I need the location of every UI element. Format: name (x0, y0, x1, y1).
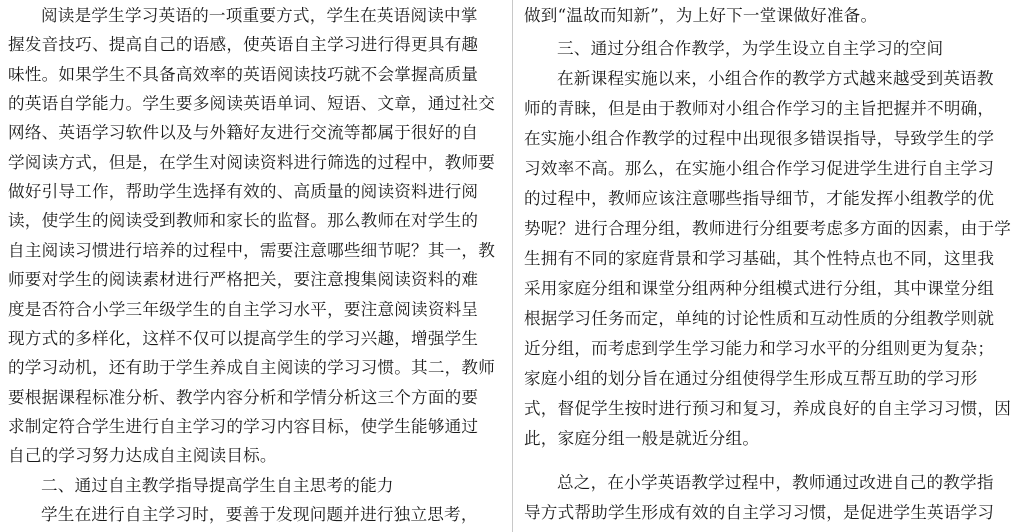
paragraph-line: 此，家庭分组一般是就近分组。 (524, 429, 760, 448)
paragraph-line: 势呢？进行合理分组，教师进行分组要考虑多方面的因素，由于学 (524, 219, 1012, 238)
paragraph-line: 学阅读方式，但是，在学生对阅读资料进行筛选的过程中，教师要 (8, 153, 496, 172)
paragraph-line: 要根据课程标准分析、教学内容分析和学情分析这三个方面的要 (8, 388, 479, 407)
paragraph-line: 式，督促学生按时进行预习和复习，养成良好的自主学习习惯，因 (524, 399, 1012, 418)
paragraph-line: 阅读是学生学习英语的一项重要方式，学生在英语阅读中掌 (41, 6, 478, 25)
paragraph-line: 学生在进行自主学习时，要善于发现问题并进行独立思考， (41, 505, 478, 524)
paragraph-line: 做到“温故而知新”，为上好下一堂课做好准备。 (524, 6, 878, 25)
paragraph-line: 自己的学习努力达成自主阅读目标。 (8, 446, 277, 465)
paragraph-line: 根据学习任务而定，单纯的讨论性质和互动性质的分组教学则就 (524, 309, 995, 328)
paragraph-line: 度是否符合小学三年级学生的自主学习水平，要注意阅读资料呈 (8, 300, 479, 319)
column-divider (512, 0, 513, 532)
paragraph-line: 自主阅读习惯进行培养的过程中，需要注意哪些细节呢？其一，教 (8, 241, 496, 260)
paragraph-line: 求制定符合学生进行自主学习的学习内容目标，使学生能够通过 (8, 417, 479, 436)
paragraph-line: 网络、英语学习软件以及与外籍好友进行交流等都属于很好的自 (8, 123, 479, 142)
paragraph-line: 生拥有不同的家庭背景和学习基础，其个性特点也不同，这里我 (524, 249, 995, 268)
paragraph-line: 读，使学生的阅读受到教师和家长的监督。那么教师在对学生的 (8, 211, 479, 230)
paragraph-line: 在新课程实施以来，小组合作的教学方式越来越受到英语教 (557, 69, 994, 88)
paragraph-line: 采用家庭分组和课堂分组两种分组模式进行分组，其中课堂分组 (524, 279, 995, 298)
section-heading: 二、通过自主教学指导提高学生自主思考的能力 (41, 476, 394, 495)
paragraph-line: 握发音技巧、提高自己的语感，使英语自主学习进行得更具有趣 (8, 35, 479, 54)
section-heading: 三、通过分组合作教学，为学生设立自主学习的空间 (557, 39, 944, 58)
paragraph-line: 总之，在小学英语教学过程中，教师通过改进自己的教学指 (557, 473, 994, 492)
paragraph-line: 现方式的多样化，这样不仅可以提高学生的学习兴趣，增强学生 (8, 329, 479, 348)
paragraph-line: 师要对学生的阅读素材进行严格把关，要注意搜集阅读资料的难 (8, 270, 479, 289)
paragraph-line: 习效率不高。那么，在实施小组合作学习促进学生进行自主学习 (524, 159, 995, 178)
paragraph-line: 近分组，而考虑到学生学习能力和学习水平的分组则更为复杂； (524, 339, 995, 358)
paragraph-line: 师的青睐，但是由于教师对小组合作学习的主旨把握并不明确， (524, 99, 995, 118)
paragraph-line: 家庭小组的划分旨在通过分组使得学生形成互帮互助的学习形 (524, 369, 978, 388)
paragraph-line: 的学习动机，还有助于学生养成自主阅读的学习习惯。其二，教师 (8, 358, 496, 377)
paragraph-line: 在实施小组合作教学的过程中出现很多错误指导，导致学生的学 (524, 129, 995, 148)
paragraph-line: 的过程中，教师应该注意哪些指导细节，才能发挥小组教学的优 (524, 189, 995, 208)
paragraph-line: 味性。如果学生不具备高效率的英语阅读技巧就不会掌握高质量 (8, 65, 479, 84)
paragraph-line: 导方式帮助学生形成有效的自主学习习惯，是促进学生英语学习 (524, 503, 995, 522)
paragraph-line: 做好引导工作，帮助学生选择有效的、高质量的阅读资料进行阅 (8, 182, 479, 201)
paragraph-line: 的英语自学能力。学生要多阅读英语单词、短语、文章，通过社交 (8, 94, 496, 113)
